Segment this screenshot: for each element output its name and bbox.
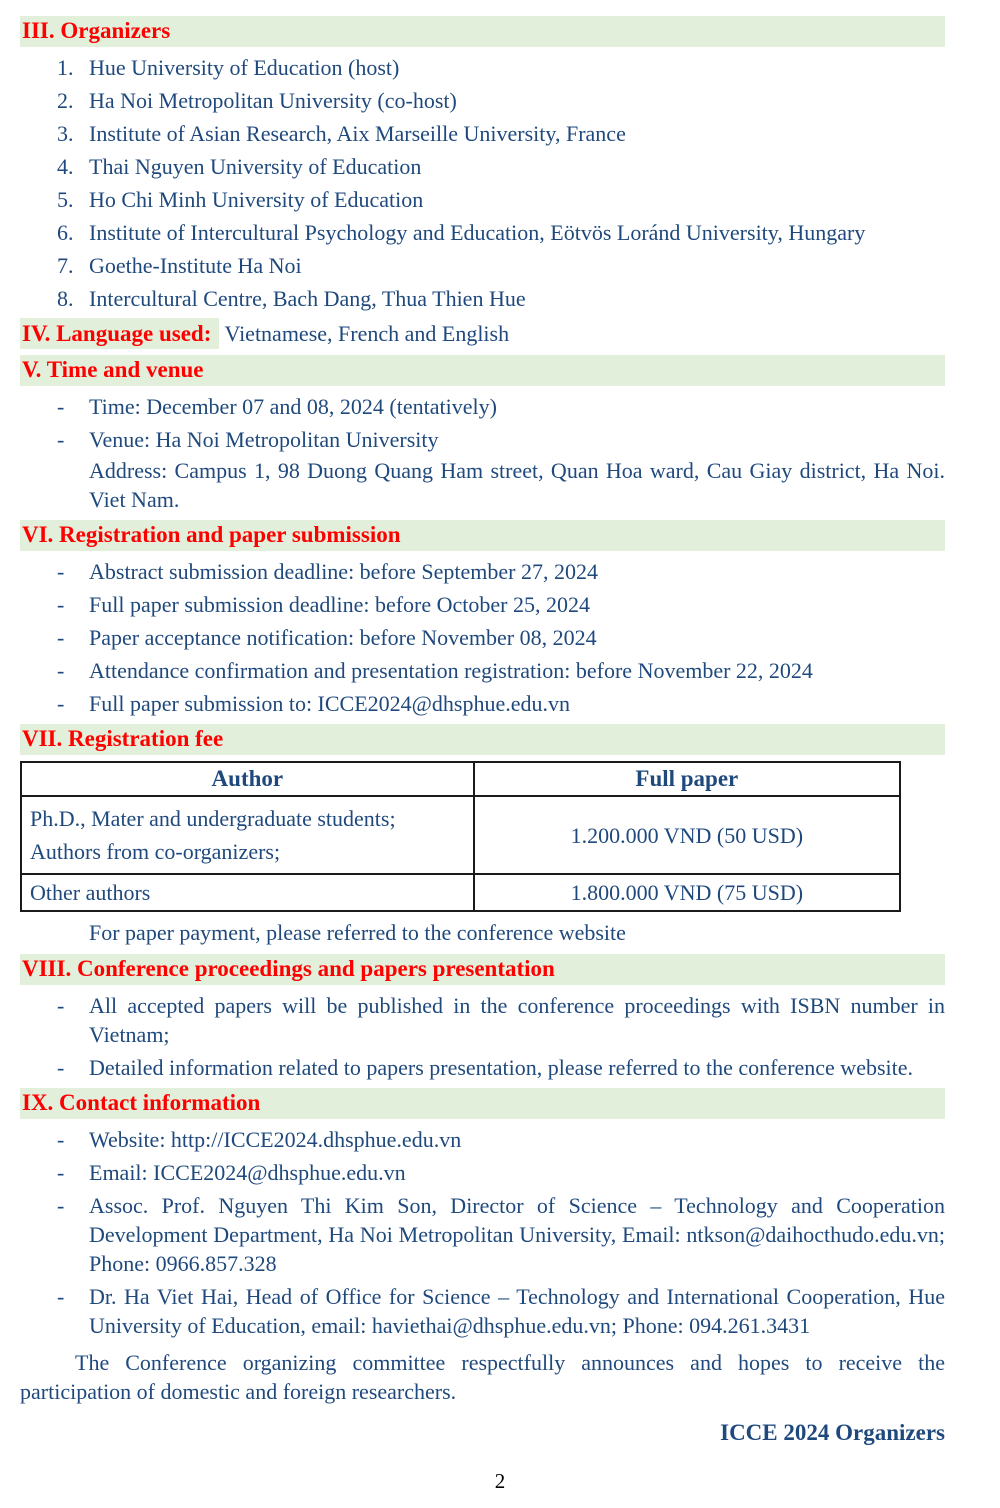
item-text: Institute of Asian Research, Aix Marseille University, France: [89, 121, 626, 146]
item-text: Detailed information related to papers presentation, please referred to the conference website.: [89, 1055, 914, 1080]
email-text: Email: ICCE2024@dhsphue.edu.vn: [89, 1160, 406, 1185]
item-text: Paper acceptance notification: before November 08, 2024: [89, 625, 597, 650]
item-text: Ho Chi Minh University of Education: [89, 187, 424, 212]
dash-marker: -: [57, 1284, 65, 1309]
language-value: Vietnamese, French and English: [224, 321, 510, 346]
item-number: 1.: [57, 55, 74, 80]
item-number: 7.: [57, 253, 74, 278]
list-item: [20, 152, 945, 181]
contact-person: Dr. Ha Viet Hai, Head of Office for Science – Technology and International Cooperation, Hue University of Education, email: haviethai@dhsphue.edu.vn; Phone: 094.261.3431: [89, 1284, 945, 1338]
dash-marker: -: [57, 559, 65, 584]
registration-list: [20, 557, 945, 718]
list-item: [20, 689, 945, 718]
item-text: Abstract submission deadline: before September 27, 2024: [89, 559, 598, 584]
dash-marker: -: [57, 1193, 65, 1218]
contact-list: [20, 1125, 945, 1340]
author-line: Authors from co-organizers;: [30, 839, 281, 864]
section-heading-language: [20, 318, 219, 349]
proceedings-list: [20, 991, 945, 1082]
page-number: 2: [494, 1469, 506, 1493]
list-item: [20, 1125, 945, 1154]
item-text: All accepted papers will be published in the conference proceedings with ISBN number in Vietnam;: [89, 993, 945, 1047]
section-heading-fee: VII. Registration fee: [20, 724, 945, 755]
contact-person: Assoc. Prof. Nguyen Thi Kim Son, Director of Science – Technology and Cooperation Development Department, Ha Noi Metropolitan University, Email: ntkson@daihocthudo.edu.vn; Phone: 0966.857.328: [89, 1193, 945, 1276]
item-text: Full paper submission to: ICCE2024@dhsphue.edu.vn: [89, 691, 571, 716]
section-language-line: [20, 319, 945, 349]
language-label: IV. Language used:: [22, 321, 212, 346]
list-item: [20, 656, 945, 685]
list-item: [20, 119, 945, 148]
item-text: Full paper submission deadline: before October 25, 2024: [89, 592, 591, 617]
dash-marker: -: [57, 993, 65, 1018]
item-text: Hue University of Education (host): [89, 55, 400, 80]
list-item: [20, 1282, 945, 1340]
item-number: 2.: [57, 88, 74, 113]
item-text: Intercultural Centre, Bach Dang, Thua Thien Hue: [89, 286, 526, 311]
dash-marker: -: [57, 394, 65, 419]
author-cell: Other authors: [21, 874, 474, 911]
table-row: [21, 796, 900, 874]
item-number: 5.: [57, 187, 74, 212]
list-item: [20, 1191, 945, 1278]
fee-cell: 1.200.000 VND (50 USD): [474, 796, 900, 874]
venue-line: Venue: Ha Noi Metropolitan University: [89, 427, 439, 452]
list-item: [20, 1158, 945, 1187]
author-line: Ph.D., Mater and undergraduate students;: [30, 806, 396, 831]
section-heading-proceedings: VIII. Conference proceedings and papers presentation: [20, 954, 945, 985]
dash-marker: -: [57, 1055, 65, 1080]
fee-cell: 1.800.000 VND (75 USD): [474, 874, 900, 911]
item-text: Ha Noi Metropolitan University (co-host): [89, 88, 457, 113]
list-item: [20, 185, 945, 214]
item-text: Institute of Intercultural Psychology and Education, Eötvös Loránd University, Hungary: [89, 220, 866, 245]
list-item: [20, 251, 945, 280]
list-item: [20, 623, 945, 652]
table-header-row: [21, 762, 900, 796]
section-heading-registration: VI. Registration and paper submission: [20, 520, 945, 551]
list-item: [20, 284, 945, 313]
website-text: Website: http://ICCE2024.dhsphue.edu.vn: [89, 1127, 462, 1152]
item-text: Thai Nguyen University of Education: [89, 154, 422, 179]
item-number: 8.: [57, 286, 74, 311]
signature: ICCE 2024 Organizers: [720, 1420, 945, 1445]
dash-marker: -: [57, 427, 65, 452]
section-heading-time-venue: V. Time and venue: [20, 355, 945, 386]
list-item: [20, 1053, 945, 1082]
dash-marker: -: [57, 658, 65, 683]
registration-fee-table: [20, 761, 901, 912]
dash-marker: -: [57, 592, 65, 617]
author-cell: [21, 796, 474, 874]
item-number: 4.: [57, 154, 74, 179]
closing-paragraph: The Conference organizing committee respectfully announces and hopes to receive the participation of domestic and foreign researchers.: [20, 1350, 945, 1404]
time-venue-list: [20, 392, 945, 514]
address-line: Address: Campus 1, 98 Duong Quang Ham street, Quan Hoa ward, Cau Giay district, Ha Noi. Viet Nam.: [89, 458, 945, 512]
list-item: [20, 86, 945, 115]
list-item: [20, 53, 945, 82]
organizers-list: [20, 53, 945, 313]
list-item: [20, 991, 945, 1049]
section-heading-contact: IX. Contact information: [20, 1088, 945, 1119]
column-header-author: Author: [21, 762, 474, 796]
dash-marker: -: [57, 625, 65, 650]
column-header-full-paper: Full paper: [474, 762, 900, 796]
list-item: [20, 218, 945, 247]
section-heading-organizers: III. Organizers: [20, 16, 945, 47]
item-number: 3.: [57, 121, 74, 146]
item-text: Goethe-Institute Ha Noi: [89, 253, 302, 278]
dash-marker: -: [57, 1160, 65, 1185]
list-item: [20, 557, 945, 586]
dash-marker: -: [57, 1127, 65, 1152]
item-number: 6.: [57, 220, 74, 245]
payment-note: For paper payment, please referred to the conference website: [89, 920, 626, 945]
list-item: [20, 590, 945, 619]
table-row: [21, 874, 900, 911]
item-text: Attendance confirmation and presentation registration: before November 22, 2024: [89, 658, 813, 683]
list-item: [20, 392, 945, 421]
list-item: [20, 425, 945, 514]
dash-marker: -: [57, 691, 65, 716]
item-text: Time: December 07 and 08, 2024 (tentatively): [89, 394, 497, 419]
